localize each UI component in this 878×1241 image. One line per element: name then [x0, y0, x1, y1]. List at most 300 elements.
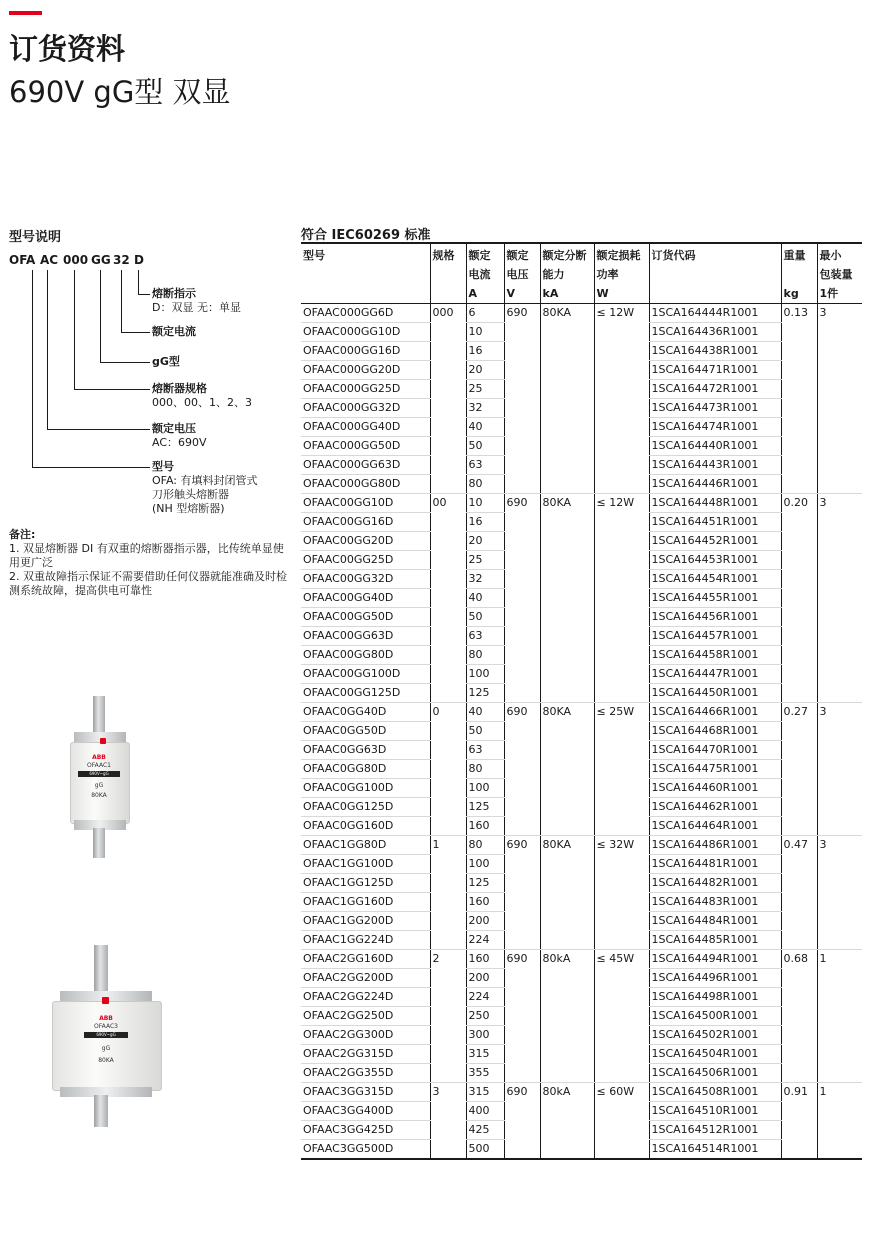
cell-voltage: 690: [504, 1083, 540, 1102]
col-header-text: 功率: [596, 268, 619, 281]
cell-size: 00: [430, 494, 466, 513]
cell-voltage: [504, 1007, 540, 1026]
cell-order-code: 1SCA164455R1001: [649, 589, 781, 608]
col-header-text: V: [506, 287, 516, 300]
cell-model: OFAAC00GG10D: [301, 494, 430, 513]
col-header-text: 电压: [506, 268, 529, 281]
cell-pack: [817, 665, 862, 684]
cell-size: [430, 342, 466, 361]
cell-breaking: [540, 551, 594, 570]
table-row: [301, 950, 862, 969]
table-row: [301, 874, 862, 893]
table-row: [301, 703, 862, 722]
cell-breaking: [540, 1064, 594, 1083]
cell-model: OFAAC00GG40D: [301, 589, 430, 608]
cell-order-code: 1SCA164444R1001: [649, 304, 781, 323]
cell-pack: 3: [817, 304, 862, 323]
cell-loss: ≤ 60W: [594, 1083, 649, 1102]
cell-pack: [817, 361, 862, 380]
cell-model: OFAAC00GG25D: [301, 551, 430, 570]
cell-weight: [781, 874, 817, 893]
cell-pack: [817, 1064, 862, 1083]
table-row: [301, 513, 862, 532]
cell-breaking: [540, 1102, 594, 1121]
cell-weight: [781, 513, 817, 532]
cell-weight: [781, 342, 817, 361]
cell-loss: [594, 1121, 649, 1140]
cell-order-code: 1SCA164440R1001: [649, 437, 781, 456]
cell-weight: [781, 1140, 817, 1160]
cell-breaking: [540, 418, 594, 437]
cell-size: [430, 760, 466, 779]
table-row: [301, 342, 862, 361]
cell-model: OFAAC00GG125D: [301, 684, 430, 703]
table-heading: 符合 IEC60269 标准: [301, 228, 431, 243]
cell-voltage: [504, 665, 540, 684]
cell-order-code: 1SCA164443R1001: [649, 456, 781, 475]
cell-size: [430, 684, 466, 703]
cell-weight: [781, 627, 817, 646]
cell-voltage: [504, 1026, 540, 1045]
cell-size: [430, 817, 466, 836]
cell-model: OFAAC1GG125D: [301, 874, 430, 893]
col-header-text: 额定: [506, 249, 529, 262]
cell-voltage: [504, 646, 540, 665]
cell-loss: [594, 532, 649, 551]
col-header-text: 最小: [819, 249, 842, 262]
table-row: [301, 722, 862, 741]
cell-order-code: 1SCA164502R1001: [649, 1026, 781, 1045]
cell-order-code: 1SCA164510R1001: [649, 1102, 781, 1121]
cell-current: 125: [466, 684, 504, 703]
cell-pack: [817, 399, 862, 418]
cell-weight: [781, 380, 817, 399]
table-row: [301, 760, 862, 779]
cell-pack: 1: [817, 950, 862, 969]
cell-model: OFAAC00GG32D: [301, 570, 430, 589]
cell-current: 25: [466, 551, 504, 570]
legend-desc: D：双显 无：单显: [152, 301, 241, 314]
cell-current: 200: [466, 912, 504, 931]
cell-pack: 3: [817, 703, 862, 722]
cell-size: 3: [430, 1083, 466, 1102]
cell-weight: [781, 1007, 817, 1026]
cell-breaking: [540, 361, 594, 380]
fuse-image-large: [44, 945, 164, 1130]
table-row: [301, 551, 862, 570]
legend-desc: 刀形触头熔断器: [152, 488, 229, 501]
cell-current: 25: [466, 380, 504, 399]
table-row: [301, 646, 862, 665]
cell-breaking: [540, 817, 594, 836]
cell-loss: [594, 646, 649, 665]
cell-voltage: [504, 399, 540, 418]
cell-weight: [781, 475, 817, 494]
table-row: [301, 665, 862, 684]
cell-pack: [817, 456, 862, 475]
cell-loss: [594, 1064, 649, 1083]
cell-weight: [781, 798, 817, 817]
cell-model: OFAAC000GG16D: [301, 342, 430, 361]
col-header-text: 电流: [468, 268, 491, 281]
code-part-size: 000: [63, 253, 89, 267]
fuse-rating-label: 80KA: [98, 1057, 114, 1064]
cell-model: OFAAC0GG80D: [301, 760, 430, 779]
tree-line: [138, 294, 150, 295]
cell-pack: 3: [817, 836, 862, 855]
cell-voltage: [504, 418, 540, 437]
cell-pack: [817, 1121, 862, 1140]
cell-model: OFAAC000GG32D: [301, 399, 430, 418]
cell-order-code: 1SCA164458R1001: [649, 646, 781, 665]
cell-weight: [781, 361, 817, 380]
cell-current: 315: [466, 1083, 504, 1102]
table-row: [301, 380, 862, 399]
cell-size: [430, 456, 466, 475]
cell-breaking: 80KA: [540, 304, 594, 323]
cell-voltage: [504, 741, 540, 760]
cell-model: OFAAC3GG315D: [301, 1083, 430, 1102]
col-header-text: A: [468, 287, 478, 300]
cell-breaking: [540, 665, 594, 684]
cell-order-code: 1SCA164484R1001: [649, 912, 781, 931]
cell-model: OFAAC0GG100D: [301, 779, 430, 798]
cell-voltage: [504, 323, 540, 342]
cell-current: 160: [466, 893, 504, 912]
cell-breaking: [540, 988, 594, 1007]
table-row: [301, 589, 862, 608]
cell-weight: [781, 741, 817, 760]
cell-order-code: 1SCA164453R1001: [649, 551, 781, 570]
cell-size: [430, 551, 466, 570]
cell-voltage: 690: [504, 703, 540, 722]
cell-loss: [594, 893, 649, 912]
col-header-model: [301, 243, 430, 304]
cell-size: [430, 608, 466, 627]
cell-breaking: [540, 608, 594, 627]
cell-order-code: 1SCA164472R1001: [649, 380, 781, 399]
cell-voltage: [504, 1102, 540, 1121]
cell-voltage: [504, 551, 540, 570]
model-explanation-heading: 型号说明: [9, 230, 62, 245]
cell-pack: 3: [817, 494, 862, 513]
spec-table: [301, 242, 862, 1160]
cell-current: 40: [466, 589, 504, 608]
cell-breaking: [540, 323, 594, 342]
cell-weight: [781, 532, 817, 551]
cell-loss: [594, 722, 649, 741]
cell-weight: 0.20: [781, 494, 817, 513]
cell-voltage: [504, 1064, 540, 1083]
cell-loss: ≤ 25W: [594, 703, 649, 722]
tree-line: [47, 270, 48, 429]
table-row: [301, 532, 862, 551]
cell-weight: [781, 551, 817, 570]
cell-model: OFAAC000GG50D: [301, 437, 430, 456]
legend-desc: AC：690V: [152, 436, 207, 449]
cell-loss: [594, 456, 649, 475]
cell-order-code: 1SCA164485R1001: [649, 931, 781, 950]
cell-current: 50: [466, 437, 504, 456]
table-row: [301, 304, 862, 323]
cell-current: 200: [466, 969, 504, 988]
cell-weight: [781, 456, 817, 475]
cell-loss: [594, 684, 649, 703]
cell-size: [430, 741, 466, 760]
note-line: 2. 双重故障指示保证不需要借助任何仪器就能准确及时检测系统故障，提高供电可靠性: [9, 570, 287, 597]
cell-model: OFAAC2GG355D: [301, 1064, 430, 1083]
cell-voltage: [504, 1121, 540, 1140]
cell-size: [430, 1026, 466, 1045]
table-row: [301, 1140, 862, 1160]
tree-line: [121, 332, 150, 333]
cell-current: 425: [466, 1121, 504, 1140]
cell-pack: [817, 475, 862, 494]
cell-voltage: [504, 437, 540, 456]
cell-weight: [781, 931, 817, 950]
cell-breaking: [540, 855, 594, 874]
cell-breaking: [540, 931, 594, 950]
cell-model: OFAAC2GG160D: [301, 950, 430, 969]
table-row: [301, 855, 862, 874]
page-title: 订货资料: [9, 32, 126, 66]
cell-current: 160: [466, 950, 504, 969]
cell-current: 125: [466, 798, 504, 817]
cell-weight: [781, 969, 817, 988]
fuse-rating-label: 80KA: [91, 792, 107, 799]
col-header-text: 1件: [819, 287, 839, 300]
cell-current: 63: [466, 741, 504, 760]
table-row: [301, 893, 862, 912]
col-header-text: 规格: [432, 249, 455, 262]
cell-current: 80: [466, 646, 504, 665]
cell-loss: [594, 608, 649, 627]
cell-order-code: 1SCA164451R1001: [649, 513, 781, 532]
legend-title: 额定电压: [152, 422, 196, 435]
cell-order-code: 1SCA164454R1001: [649, 570, 781, 589]
cell-order-code: 1SCA164470R1001: [649, 741, 781, 760]
cell-breaking: [540, 760, 594, 779]
cell-loss: [594, 1007, 649, 1026]
table-row: [301, 684, 862, 703]
cell-order-code: 1SCA164448R1001: [649, 494, 781, 513]
cell-breaking: [540, 589, 594, 608]
cell-order-code: 1SCA164498R1001: [649, 988, 781, 1007]
cell-order-code: 1SCA164450R1001: [649, 684, 781, 703]
cell-weight: [781, 1121, 817, 1140]
col-header-breaking: [540, 243, 594, 304]
table-row: [301, 1083, 862, 1102]
cell-size: [430, 1064, 466, 1083]
spec-table-body: [301, 304, 862, 1160]
legend-model: [152, 460, 258, 516]
fuse-brand-label: ABB: [92, 754, 106, 761]
table-row: [301, 608, 862, 627]
cell-voltage: [504, 684, 540, 703]
cell-size: [430, 646, 466, 665]
cell-pack: 1: [817, 1083, 862, 1102]
tree-line: [121, 270, 122, 332]
cell-current: 50: [466, 608, 504, 627]
fuse-image-small: [60, 696, 140, 862]
cell-model: OFAAC0GG40D: [301, 703, 430, 722]
cell-order-code: 1SCA164471R1001: [649, 361, 781, 380]
cell-voltage: [504, 874, 540, 893]
cell-pack: [817, 779, 862, 798]
cell-size: [430, 627, 466, 646]
table-row: [301, 570, 862, 589]
cell-weight: 0.27: [781, 703, 817, 722]
cell-size: 000: [430, 304, 466, 323]
fuse-model-label: OFAAC1: [87, 762, 111, 769]
cell-pack: [817, 437, 862, 456]
cell-breaking: [540, 399, 594, 418]
cell-loss: [594, 817, 649, 836]
table-row: [301, 1121, 862, 1140]
cell-voltage: [504, 570, 540, 589]
cell-model: OFAAC1GG160D: [301, 893, 430, 912]
cell-size: [430, 874, 466, 893]
cell-weight: [781, 912, 817, 931]
cell-size: [430, 361, 466, 380]
cell-order-code: 1SCA164438R1001: [649, 342, 781, 361]
table-row: [301, 969, 862, 988]
cell-current: 80: [466, 836, 504, 855]
cell-loss: [594, 779, 649, 798]
cell-loss: [594, 1045, 649, 1064]
tree-line: [100, 270, 101, 362]
code-part-current: 32: [113, 253, 130, 267]
cell-loss: [594, 798, 649, 817]
cell-model: OFAAC2GG250D: [301, 1007, 430, 1026]
cell-loss: ≤ 45W: [594, 950, 649, 969]
col-header-size: [430, 243, 466, 304]
cell-loss: [594, 1140, 649, 1160]
cell-loss: [594, 760, 649, 779]
cell-loss: ≤ 12W: [594, 494, 649, 513]
col-header-text: 型号: [303, 249, 325, 262]
cell-weight: [781, 570, 817, 589]
code-part-voltage: AC: [40, 253, 59, 267]
cell-pack: [817, 893, 862, 912]
cell-size: [430, 912, 466, 931]
cell-breaking: [540, 779, 594, 798]
cell-model: OFAAC0GG50D: [301, 722, 430, 741]
cell-size: [430, 988, 466, 1007]
cell-order-code: 1SCA164446R1001: [649, 475, 781, 494]
cell-voltage: 690: [504, 950, 540, 969]
cell-current: 16: [466, 513, 504, 532]
cell-size: [430, 1007, 466, 1026]
cell-voltage: [504, 342, 540, 361]
cell-current: 20: [466, 361, 504, 380]
cell-voltage: [504, 855, 540, 874]
cell-order-code: 1SCA164482R1001: [649, 874, 781, 893]
cell-size: [430, 969, 466, 988]
cell-breaking: [540, 969, 594, 988]
cell-pack: [817, 855, 862, 874]
legend-type: [152, 355, 180, 369]
cell-voltage: [504, 779, 540, 798]
table-row: [301, 741, 862, 760]
cell-current: 224: [466, 988, 504, 1007]
cell-breaking: 80kA: [540, 1083, 594, 1102]
cell-order-code: 1SCA164475R1001: [649, 760, 781, 779]
cell-order-code: 1SCA164452R1001: [649, 532, 781, 551]
table-row: [301, 912, 862, 931]
cell-size: [430, 855, 466, 874]
cell-breaking: [540, 1007, 594, 1026]
cell-current: 16: [466, 342, 504, 361]
cell-weight: [781, 817, 817, 836]
fuse-indicator-icon: [102, 997, 109, 1004]
cell-voltage: [504, 589, 540, 608]
cell-size: [430, 1140, 466, 1160]
cell-pack: [817, 912, 862, 931]
cell-weight: [781, 323, 817, 342]
cell-pack: [817, 969, 862, 988]
fuse-class-label: gG: [101, 1045, 111, 1052]
table-row: [301, 418, 862, 437]
cell-order-code: 1SCA164481R1001: [649, 855, 781, 874]
cell-pack: [817, 760, 862, 779]
col-header-weight: [781, 243, 817, 304]
legend-title: 熔断指示: [152, 287, 196, 300]
tree-line: [100, 362, 150, 363]
cell-weight: [781, 684, 817, 703]
cell-order-code: 1SCA164494R1001: [649, 950, 781, 969]
cell-pack: [817, 798, 862, 817]
cell-order-code: 1SCA164514R1001: [649, 1140, 781, 1160]
cell-breaking: [540, 380, 594, 399]
cell-current: 10: [466, 323, 504, 342]
cell-pack: [817, 874, 862, 893]
cell-order-code: 1SCA164512R1001: [649, 1121, 781, 1140]
cell-breaking: [540, 1140, 594, 1160]
cell-pack: [817, 608, 862, 627]
fuse-band-label: 690V~gG: [78, 771, 120, 777]
cell-size: [430, 380, 466, 399]
fuse-brand-label: ABB: [99, 1015, 113, 1022]
cell-voltage: [504, 969, 540, 988]
cell-voltage: 690: [504, 304, 540, 323]
cell-size: 1: [430, 836, 466, 855]
cell-current: 40: [466, 703, 504, 722]
col-header-text: 包装量: [819, 268, 853, 281]
cell-model: OFAAC00GG16D: [301, 513, 430, 532]
table-row: [301, 323, 862, 342]
cell-current: 500: [466, 1140, 504, 1160]
fuse-indicator-icon: [100, 738, 106, 744]
legend-current: [152, 325, 196, 339]
cell-order-code: 1SCA164460R1001: [649, 779, 781, 798]
cell-model: OFAAC00GG80D: [301, 646, 430, 665]
cell-order-code: 1SCA164466R1001: [649, 703, 781, 722]
cell-pack: [817, 988, 862, 1007]
cell-size: [430, 570, 466, 589]
cell-model: OFAAC2GG224D: [301, 988, 430, 1007]
legend-indicator: [152, 287, 241, 315]
cell-size: 2: [430, 950, 466, 969]
cell-order-code: 1SCA164506R1001: [649, 1064, 781, 1083]
cell-loss: [594, 912, 649, 931]
legend-title: 额定电流: [152, 325, 196, 338]
cell-loss: [594, 627, 649, 646]
cell-weight: [781, 1102, 817, 1121]
cell-current: 160: [466, 817, 504, 836]
cell-size: [430, 779, 466, 798]
cell-pack: [817, 342, 862, 361]
